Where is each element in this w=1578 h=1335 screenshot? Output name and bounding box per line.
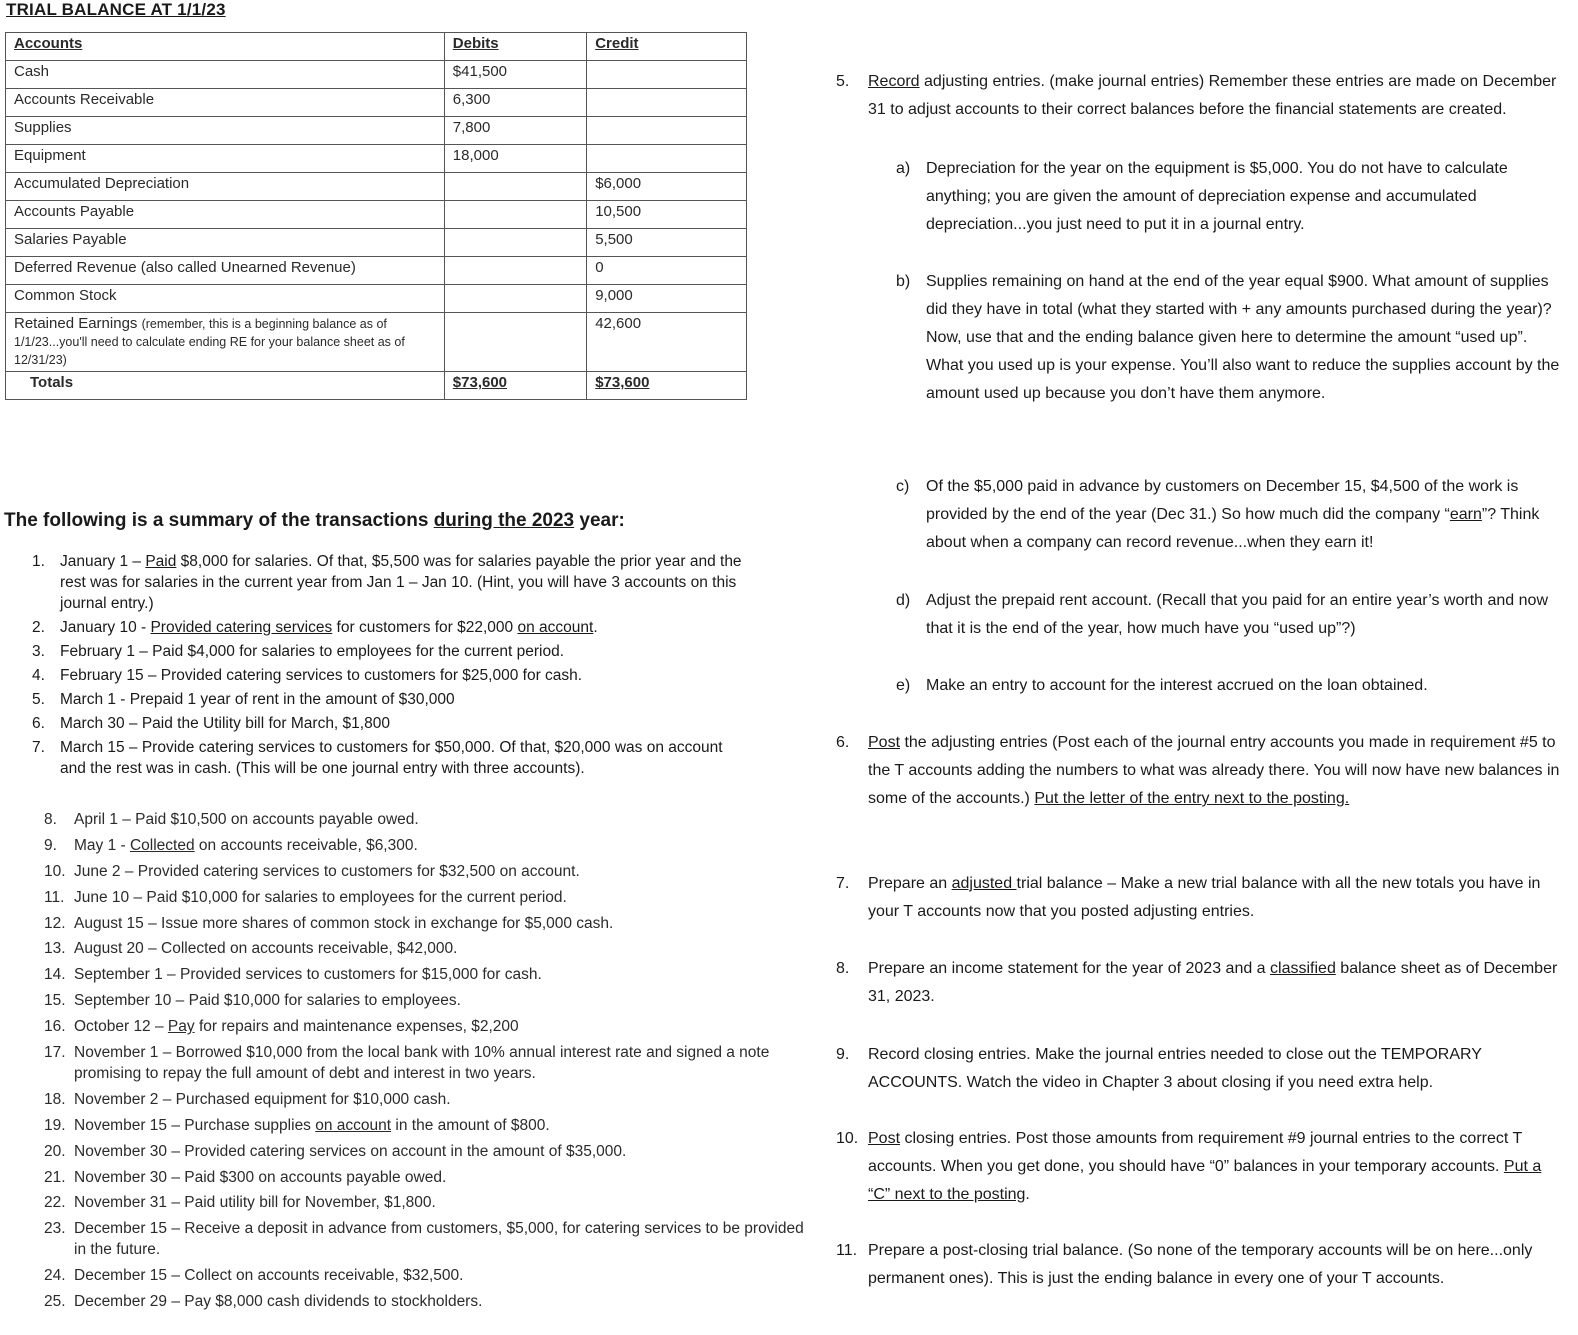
list-item	[44, 913, 814, 934]
requirement-number: 11.	[836, 1242, 858, 1259]
list-item	[44, 1167, 814, 1188]
credit-value: 10,500	[587, 201, 747, 229]
item-number: 9.	[44, 836, 57, 854]
requirement-5a	[896, 155, 1562, 239]
item-text-underlined: Provided catering services	[150, 619, 333, 636]
account-name: Supplies	[6, 117, 445, 145]
item-number: 11.	[44, 888, 65, 906]
item-text: February 15 – Provided catering services to customers for $25,000 for cash.	[60, 667, 583, 684]
list-item	[32, 665, 747, 686]
item-text: January 10 -	[60, 619, 151, 636]
requirement-5d	[896, 587, 1562, 643]
list-item	[32, 737, 747, 779]
list-item	[44, 938, 814, 959]
req-text: the adjusting entries (Post each of the journal entry accounts you made in requirement #5 to the T accounts adding the numbers to what was already there. You will now have new balances in some of the accounts.)	[868, 734, 1560, 807]
trial-balance-table	[5, 32, 747, 400]
sub-text-pre: Of the $5,000 paid in advance by customers on December 15, $4,500 of the work is provided by the end of the year (Dec 31.) So how much did the company “	[926, 478, 1519, 523]
item-number: 16.	[44, 1018, 66, 1036]
account-name: Salaries Payable	[6, 229, 445, 257]
account-name: Accounts Receivable	[6, 89, 445, 117]
credit-value: 5,500	[587, 229, 747, 257]
retained-earnings-note: (remember, this is a beginning balance as of 1/1/23...you'll need to calculate ending RE for your balance sheet as of 12/31/23)	[14, 317, 405, 367]
item-text: for customers for $22,000	[332, 619, 518, 636]
total-credits	[587, 372, 747, 400]
list-item	[32, 689, 747, 710]
requirement-text: Prepare a post-closing trial balance. (So none of the temporary accounts will be on here...only permanent ones). This is just the ending balance in every one of your T accounts.	[868, 1242, 1533, 1287]
debit-value	[444, 257, 586, 285]
table-row	[6, 89, 747, 117]
item-text-underlined: Pay	[167, 1018, 195, 1036]
item-number: 7.	[32, 739, 45, 756]
item-text: May 1 -	[74, 836, 130, 854]
requirements-column	[836, 0, 1564, 1335]
item-number: 2.	[32, 619, 45, 636]
list-item	[32, 617, 747, 638]
sub-text: Depreciation for the year on the equipment is $5,000. You do not have to calculate anything; you are given the amount of depreciation expense and accumulated depreciation...you just need to put it in a journal entry.	[926, 160, 1508, 233]
transaction-list-part1	[32, 551, 747, 782]
list-item	[32, 641, 747, 662]
sub-letter: c)	[896, 478, 910, 495]
item-text: June 2 – Provided catering services to customers for $32,500 on account.	[74, 862, 580, 880]
item-text: March 1 - Prepaid 1 year of rent in the amount of $30,000	[60, 691, 455, 708]
requirement-9	[836, 1041, 1564, 1097]
item-text: .	[593, 619, 598, 636]
header-accounts: Accounts	[6, 33, 445, 61]
req-text: closing entries. Post those amounts from requirement #9 journal entries to the correct T accounts. When you get done, you should have “0” balances in your temporary accounts.	[868, 1130, 1522, 1175]
req-underlined: adjusted	[951, 875, 1017, 892]
item-number: 4.	[32, 667, 45, 684]
requirement-number: 5.	[836, 73, 850, 90]
list-item	[44, 1192, 814, 1213]
item-text: November 31 – Paid utility bill for November, $1,800.	[74, 1194, 436, 1212]
item-text: December 15 – Collect on accounts receivable, $32,500.	[74, 1267, 464, 1285]
credit-value: 0	[587, 257, 747, 285]
summary-heading-pre: The following is a summary of the transactions	[4, 510, 434, 531]
sub-text: Adjust the prepaid rent account. (Recall that you paid for an entire year’s worth and now that it is the end of the year, how much have you “used up”?)	[926, 592, 1548, 637]
item-number: 13.	[44, 940, 66, 958]
req-text: balance sheet as of December 31, 2023.	[868, 960, 1558, 1005]
debit-value: 7,800	[444, 117, 586, 145]
debit-value	[444, 313, 586, 372]
requirement-5c	[896, 473, 1562, 557]
totals-label: Totals	[6, 372, 445, 400]
table-header-row	[6, 33, 747, 61]
item-text: March 15 – Provide catering services to customers for $50,000. Of that, $20,000 was on account and the rest was in cash. (This will be one journal entry with three accounts).	[60, 739, 723, 777]
summary-heading-post: year:	[574, 510, 625, 531]
sub-letter: d)	[896, 592, 911, 609]
requirement-text	[868, 729, 1564, 813]
req-text: .	[1025, 1186, 1030, 1203]
debit-value	[444, 201, 586, 229]
item-text: November 30 – Provided catering services on account in the amount of $35,000.	[74, 1142, 627, 1160]
header-credit: Credit	[587, 33, 747, 61]
item-number: 14.	[44, 966, 66, 984]
item-number: 12.	[44, 914, 66, 932]
account-name: Cash	[6, 61, 445, 89]
list-item	[44, 1089, 814, 1110]
account-name	[6, 313, 445, 372]
requirement-text: Record closing entries. Make the journal entries needed to close out the TEMPORARY ACCOUNTS. Watch the video in Chapter 3 about closing if you need extra help.	[868, 1046, 1482, 1091]
item-number: 8.	[44, 811, 57, 828]
table-row	[6, 145, 747, 173]
item-number: 22.	[44, 1194, 66, 1212]
list-item	[44, 1042, 814, 1084]
debit-value	[444, 173, 586, 201]
requirement-text	[868, 1125, 1564, 1209]
sub-letter: b)	[896, 273, 911, 290]
item-number: 25.	[44, 1293, 66, 1311]
summary-heading	[4, 510, 625, 532]
credit-value	[587, 145, 747, 173]
list-item	[44, 861, 814, 882]
account-name: Accounts Payable	[6, 201, 445, 229]
requirement-number: 8.	[836, 960, 850, 977]
item-text: April 1 – Paid $10,500 on accounts payable owed.	[74, 811, 419, 828]
item-number: 18.	[44, 1090, 66, 1108]
table-row-retained-earnings	[6, 313, 747, 372]
table-row	[6, 117, 747, 145]
item-number: 21.	[44, 1168, 66, 1186]
list-item	[44, 1218, 814, 1260]
item-number: 5.	[32, 691, 45, 708]
table-row-totals	[6, 372, 747, 400]
account-name: Equipment	[6, 145, 445, 173]
item-text: for repairs and maintenance expenses, $2,200	[194, 1018, 519, 1036]
account-name: Common Stock	[6, 285, 445, 313]
item-text: November 15 – Purchase supplies	[74, 1116, 316, 1134]
list-item	[44, 809, 814, 830]
item-text: October 12 –	[74, 1018, 168, 1036]
req-text: Prepare an	[868, 875, 952, 892]
req-underlined: Put the letter of the entry next to the posting.	[1034, 790, 1350, 807]
credit-value: $6,000	[587, 173, 747, 201]
sub-text	[926, 473, 1562, 557]
debit-value	[444, 285, 586, 313]
item-number: 20.	[44, 1142, 66, 1160]
req-text: Prepare an income statement for the year of 2023 and a	[868, 960, 1271, 977]
req-underlined: Put a “C” next to the posting	[868, 1158, 1542, 1203]
requirement-5	[836, 68, 1564, 124]
item-number: 24.	[44, 1267, 66, 1285]
item-text-underlined: Collected	[129, 836, 195, 854]
debit-value	[444, 229, 586, 257]
sub-text: Make an entry to account for the interest accrued on the loan obtained.	[926, 677, 1428, 694]
list-item	[44, 1265, 814, 1286]
item-text: January 1 –	[60, 553, 146, 570]
total-credits-value: $73,600	[595, 374, 650, 391]
item-number: 10.	[44, 862, 66, 880]
req-underlined: Record	[868, 73, 920, 90]
item-text: February 1 – Paid $4,000 for salaries to employees for the current period.	[60, 643, 565, 660]
list-item	[44, 1291, 814, 1312]
requirement-11	[836, 1237, 1564, 1293]
requirement-5e	[896, 672, 1562, 700]
item-text: November 1 – Borrowed $10,000 from the local bank with 10% annual interest rate and signed a note promising to repay the full amount of debt and interest in two years.	[74, 1044, 770, 1083]
item-text: in the amount of $800.	[391, 1116, 550, 1134]
list-item	[44, 1115, 814, 1136]
requirement-10	[836, 1125, 1564, 1209]
credit-value	[587, 61, 747, 89]
table-row	[6, 285, 747, 313]
requirement-number: 6.	[836, 734, 850, 751]
total-debits-value: $73,600	[452, 374, 508, 391]
debit-value: 18,000	[444, 145, 586, 173]
requirement-text	[868, 870, 1564, 926]
item-text: December 15 – Receive a deposit in advance from customers, $5,000, for catering services to be provided in the future.	[74, 1220, 804, 1259]
item-text: June 10 – Paid $10,000 for salaries to employees for the current period.	[74, 888, 567, 906]
list-item	[44, 990, 814, 1011]
header-debits: Debits	[444, 33, 586, 61]
item-text-underlined: on account	[517, 619, 594, 636]
req-underlined: Post	[868, 734, 901, 751]
item-number: 23.	[44, 1220, 66, 1238]
item-text: September 10 – Paid $10,000 for salaries to employees.	[74, 992, 461, 1010]
req-text: trial balance – Make a new trial balance with all the new totals you have in your T accounts now that you posted adjusting entries.	[868, 875, 1541, 920]
list-item	[44, 835, 814, 856]
retained-earnings-label: Retained Earnings	[14, 315, 138, 332]
item-text-underlined: on account	[315, 1116, 392, 1134]
requirement-5b	[896, 268, 1562, 408]
table-row	[6, 61, 747, 89]
total-debits	[444, 372, 586, 400]
item-number: 6.	[32, 715, 45, 732]
item-number: 19.	[44, 1116, 66, 1134]
item-text: $8,000 for salaries. Of that, $5,500 was for salaries payable the prior year and the rest was for salaries in the current year from Jan 1 – Jan 10. (Hint, you will have 3 accounts on this journal entry.)	[60, 553, 742, 612]
list-item	[32, 713, 747, 734]
item-text: March 30 – Paid the Utility bill for March, $1,800	[60, 715, 390, 732]
credit-value: 9,000	[587, 285, 747, 313]
requirement-number: 10.	[836, 1130, 859, 1147]
sub-text-post: ”? Think about when a company can record revenue...when they earn it!	[926, 506, 1540, 551]
table-row	[6, 173, 747, 201]
requirement-7	[836, 870, 1564, 926]
list-item	[44, 887, 814, 908]
trial-balance-title: TRIAL BALANCE AT 1/1/23	[6, 0, 226, 19]
sub-text-underlined: earn	[1449, 506, 1482, 523]
req-underlined: classified	[1270, 960, 1336, 977]
requirement-text	[868, 955, 1564, 1011]
list-item	[44, 1016, 814, 1037]
item-number: 17.	[44, 1044, 66, 1062]
item-text: November 30 – Paid $300 on accounts payable owed.	[74, 1168, 447, 1186]
debit-value: $41,500	[444, 61, 586, 89]
item-number: 3.	[32, 643, 45, 660]
credit-value: 42,600	[587, 313, 747, 372]
debit-value: 6,300	[444, 89, 586, 117]
item-text: August 15 – Issue more shares of common stock in exchange for $5,000 cash.	[74, 914, 614, 932]
item-text: August 20 – Collected on accounts receivable, $42,000.	[74, 940, 458, 958]
list-item	[32, 551, 747, 614]
requirement-number: 9.	[836, 1046, 850, 1063]
account-name: Accumulated Depreciation	[6, 173, 445, 201]
transaction-list-part2	[44, 809, 814, 1317]
credit-value	[587, 117, 747, 145]
requirement-8	[836, 955, 1564, 1011]
item-number: 1.	[32, 553, 45, 570]
table-row	[6, 229, 747, 257]
credit-value	[587, 89, 747, 117]
sub-letter: e)	[896, 677, 911, 694]
requirement-text	[868, 68, 1564, 124]
item-text-underlined: Paid	[145, 553, 177, 570]
requirement-number: 7.	[836, 875, 850, 892]
summary-heading-underlined: during the 2023	[433, 510, 575, 531]
req-underlined: Post	[868, 1130, 901, 1147]
sub-text: Supplies remaining on hand at the end of the year equal $900. What amount of supplies did they have in total (what they started with + any amounts purchased during the year)? Now, use that and the ending balance given here to determine the amount “used up”. What you used up is your expense. You’ll also want to reduce the supplies account by the amount used up because you don’t have them anymore.	[926, 273, 1560, 402]
item-text: on accounts receivable, $6,300.	[194, 836, 418, 854]
sub-letter: a)	[896, 160, 911, 177]
table-row	[6, 201, 747, 229]
item-text: September 1 – Provided services to customers for $15,000 for cash.	[74, 966, 542, 984]
table-row	[6, 257, 747, 285]
list-item	[44, 1141, 814, 1162]
item-text: December 29 – Pay $8,000 cash dividends to stockholders.	[74, 1293, 483, 1311]
req-text: adjusting entries. (make journal entries) Remember these entries are made on December 31 to adjust accounts to their correct balances before the financial statements are created.	[868, 73, 1557, 118]
account-name: Deferred Revenue (also called Unearned Revenue)	[6, 257, 445, 285]
item-number: 15.	[44, 992, 66, 1010]
list-item	[44, 964, 814, 985]
item-text: November 2 – Purchased equipment for $10,000 cash.	[74, 1090, 451, 1108]
requirement-6	[836, 729, 1564, 813]
